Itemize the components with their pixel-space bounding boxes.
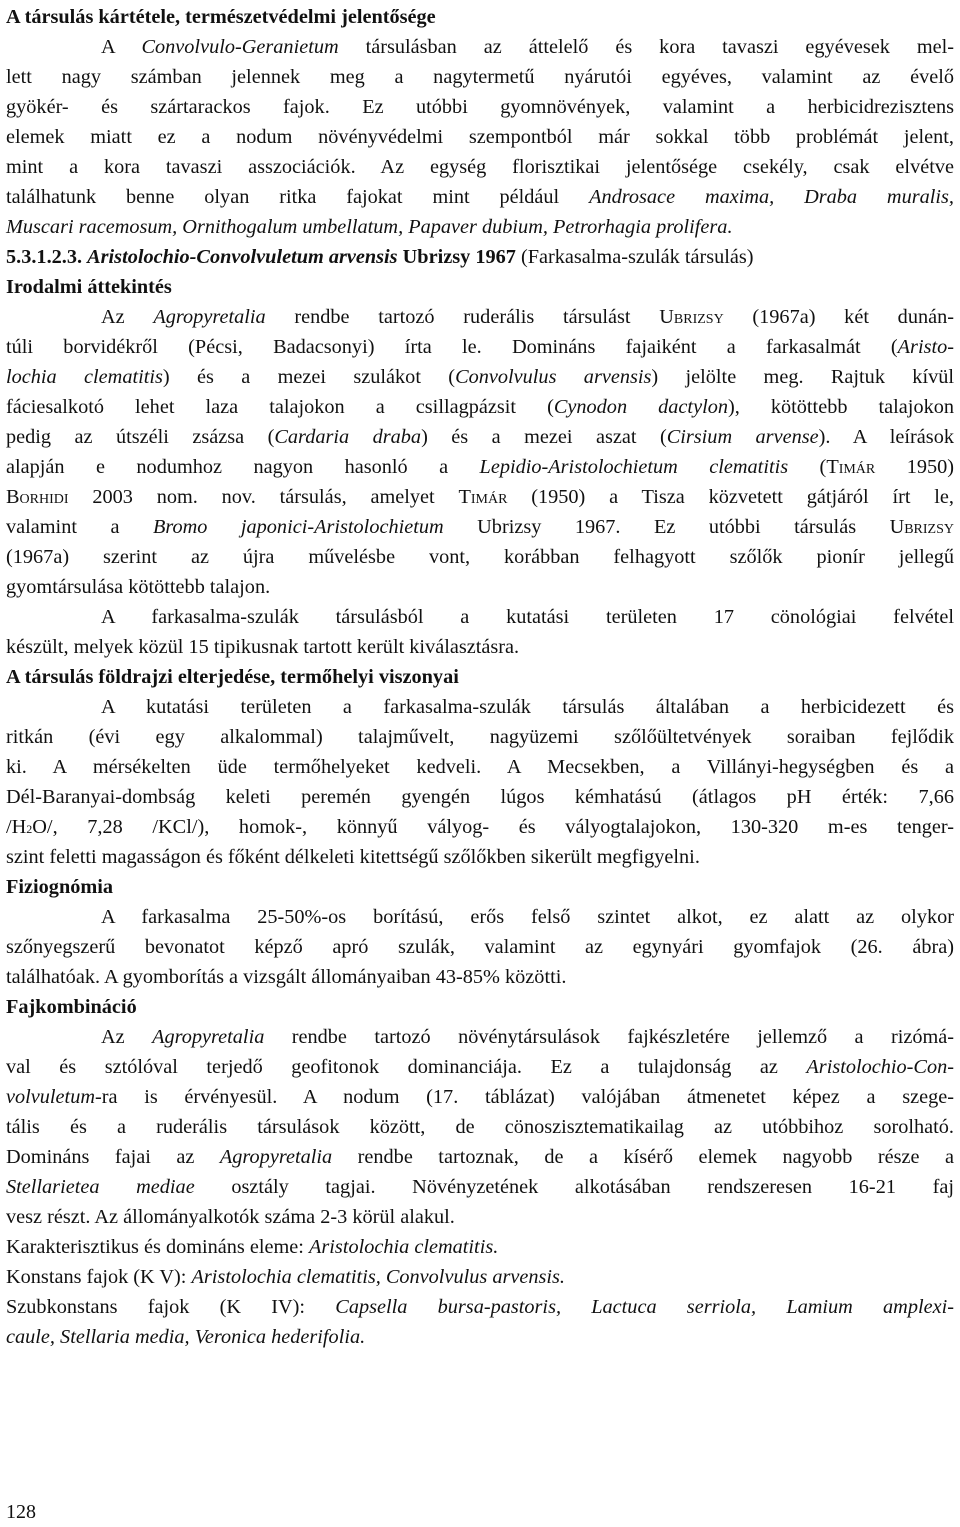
paragraph-line [6,332,954,362]
paragraph-line: szőnyegszerű bevonatot képző apró szulák, valamint az egynyári gyomfajok (26. ábra) [6,936,954,958]
text: -ra is érvényesül. A nodum (17. táblázat) valójában átmenetet képez a szege- [94,1086,954,1108]
text: túli borvidékről (Pécsi, Badacsonyi) írta le. Domináns fajaiként a farkasalmát ( [6,336,898,358]
taxon-name: Aristo- [897,336,954,358]
paragraph-line: készült, melyek közül 15 tipikusnak tartott került kiválasztásra. [6,636,520,658]
taxon-name: Convolvulo-Geranietum [141,36,339,58]
taxon-name: Convolvulus arvensis [455,366,652,388]
heading-species: Fajkombináció [6,996,137,1018]
text: ). A leírások [818,426,954,448]
paragraph-line [6,1172,954,1202]
text: osztály tagjai. Növényzetének alkotásában rendszeresen 16-21 faj [194,1176,954,1198]
subconstant-species-cont [6,1322,954,1352]
text: társulásban az áttelelő és kora tavaszi egyévesek mel- [338,36,954,58]
label: Karakterisztikus és domináns eleme: [6,1236,310,1258]
text: 1950) [875,456,955,478]
paragraph-line: (1967a) szerint az újra művelésbe vont, korábban felhagyott szőlők pionír jellegű [6,546,954,568]
text: pedig az útszéli zsázsa ( [6,426,275,448]
text: ) és a mezei szulákot ( [162,366,456,388]
taxon-name: Bromo japonici-Aristolochietum [152,516,444,538]
paragraph-line [6,512,954,542]
taxon-name: lochia clematitis [6,366,163,388]
taxon-name: Capsella bursa-pastoris, Lactuca serriola, Lamium amplexi- [335,1296,954,1318]
label: Konstans fajok (K V): [6,1266,192,1288]
text: ), kötöttebb talajokon [727,396,955,418]
text: Az [101,306,154,328]
taxon-name: Cirsium arvense [666,426,819,448]
paragraph-line: mint a kora tavaszi asszociációk. Az egység florisztikai jelentősége csekély, csak elvétve [6,156,954,178]
text: rendbe tartozó ruderális társulást [265,306,660,328]
taxon-name: Agropyretalia [152,1026,265,1048]
text: A [101,36,142,58]
author-name: Ubrizsy [659,306,724,328]
section-title [6,242,954,272]
text: találhatunk benne olyan ritka fajokat mint például [6,186,590,208]
text: O/, 7,28 /KCl/), homok-, könnyű vályog- és vályogtalajokon, 130-320 m-es tenger- [32,816,954,838]
taxon-name: Stellarietea mediae [6,1176,195,1198]
association-author: Ubrizsy 1967 [397,246,516,268]
paragraph-line [101,302,954,332]
taxon-name: Agropyretalia [153,306,266,328]
paragraph-line [6,1142,954,1172]
paragraph-line: ritkán (évi egy alkalommal) talajművelt, nagyüzemi szőlőültetvények soraiban fejlődik [6,726,954,748]
paragraph-line: vesz részt. Az állományalkotók száma 2-3 körül alakul. [6,1206,455,1228]
paragraph-line [6,182,954,212]
paragraph-line: elemek miatt ez a nodum növényvédelmi szempontból már sokkal több problémát jelent, [6,126,954,148]
paragraph-line [101,1022,954,1052]
paragraph-line: gyökér- és szártarackos fajok. Ez utóbbi gyomnövények, valamint a herbicidrezisztens [6,96,954,118]
label: Szubkonstans fajok (K IV): [6,1296,336,1318]
paragraph-line [6,212,954,242]
taxon-name: Lepidio-Aristolochietum clematitis [479,456,789,478]
author-name: Timár [826,456,876,478]
author-name: Timár [458,486,508,508]
text: ) és a mezei aszat ( [421,426,667,448]
paragraph-line [6,812,954,842]
paragraph-line: A farkasalma 25-50%-os borítású, erős felső szintet alkot, ez alatt az olykor [101,906,954,928]
heading-significance: A társulás kártétele, természetvédelmi jelentősége [6,6,436,28]
paragraph-line [6,1082,954,1112]
taxon-name: Androsace maxima, Draba muralis, [589,186,954,208]
paragraph-line [6,482,954,512]
taxon-name: Cynodon dactylon [553,396,728,418]
paragraph-line [101,32,954,62]
text: rendbe tartozó növénytársulások fajkészletére jellemző a rizómá- [264,1026,955,1048]
text: ) jelölte meg. Rajtuk kívül [651,366,954,388]
paragraph-line [6,362,954,392]
association-name: Aristolochio-Convolvuletum arvensis [87,246,398,268]
taxon-name: Muscari racemosum, Ornithogalum umbellatum, Papaver dubium, Petrorhagia prolifera. [6,216,733,238]
text: Az [101,1026,153,1048]
text: valamint a [6,516,153,538]
paragraph-line [6,452,954,482]
characteristic-species [6,1232,954,1262]
taxon-name: Aristolochio-Con- [806,1056,954,1078]
paragraph-line: A farkasalma-szulák társulásból a kutatási területen 17 cönológiai felvétel [101,606,954,628]
text: alapján e nodumhoz nagyon hasonló a [6,456,480,478]
taxon-name: Cardaria draba [274,426,422,448]
text: ( [788,456,827,478]
text: (1967a) két dunán- [723,306,954,328]
paragraph-line [6,1052,954,1082]
paragraph-line [6,392,954,422]
text: rendbe tartoznak, de a kísérő elemek nagyobb része a [332,1146,954,1168]
taxon-name: volvuletum [6,1086,95,1108]
heading-literature: Irodalmi áttekintés [6,276,172,298]
paragraph-line: tális és a ruderális társulások között, de cönoszisztematikailag az utóbbihoz sorolható. [6,1116,954,1138]
text: (1950) a Tisza közvetett gátjáról írt le, [507,486,954,508]
paragraph-line [6,422,954,452]
paragraph-line: Dél-Baranyai-dombság keleti peremén gyengén lúgos kémhatású (átlagos pH érték: 7,66 [6,786,954,808]
subscript: 2 [26,822,33,836]
paragraph-line: A kutatási területen a farkasalma-szulák társulás általában a herbicidezett és [101,696,954,718]
paragraph-line: ki. A mérsékelten üde termőhelyeket kedveli. A Mecsekben, a Villányi-hegységben és a [6,756,954,778]
paragraph-line: gyomtársulása kötöttebb talajon. [6,576,271,598]
heading-geography: A társulás földrajzi elterjedése, termőhelyi viszonyai [6,666,459,688]
page-number: 128 [6,1501,36,1523]
taxon-name: Agropyretalia [219,1146,333,1168]
taxon-name: Aristolochia clematitis. [309,1236,499,1258]
author-name: Borhidi [6,486,69,508]
heading-physiognomy: Fiziognómia [6,876,114,898]
text: fáciesalkotó lehet laza talajokon a csillagpázsit ( [6,396,554,418]
subconstant-species [6,1292,954,1322]
paragraph-line: találhatóak. A gyomborítás a vizsgált állományaiban 43-85% közötti. [6,966,567,988]
author-name: Ubrizsy [889,516,955,538]
text: 2003 nom. nov. társulás, amelyet [68,486,459,508]
section-number: 5.3.1.2.3. [6,246,88,268]
paragraph-line: lett nagy számban jelennek meg a nagytermetű nyárutói egyéves, valamint az évelő [6,66,954,88]
text: /H [6,816,27,838]
text: Ubrizsy 1967. Ez utóbbi társulás [443,516,890,538]
constant-species [6,1262,954,1292]
paragraph-line: szint feletti magasságon és főként délkeleti kitettségű szőlőkben sikerült megfigyelni. [6,846,700,868]
association-common-name: (Farkasalma-szulák társulás) [515,246,754,268]
taxon-name: caule, Stellaria media, Veronica hederifolia. [6,1326,366,1348]
text: Domináns fajai az [6,1146,220,1168]
taxon-name: Aristolochia clematitis, Convolvulus arvensis. [191,1266,565,1288]
text: val és sztólóval terjedő geofitonok dominanciája. Ez a tulajdonság az [6,1056,807,1078]
